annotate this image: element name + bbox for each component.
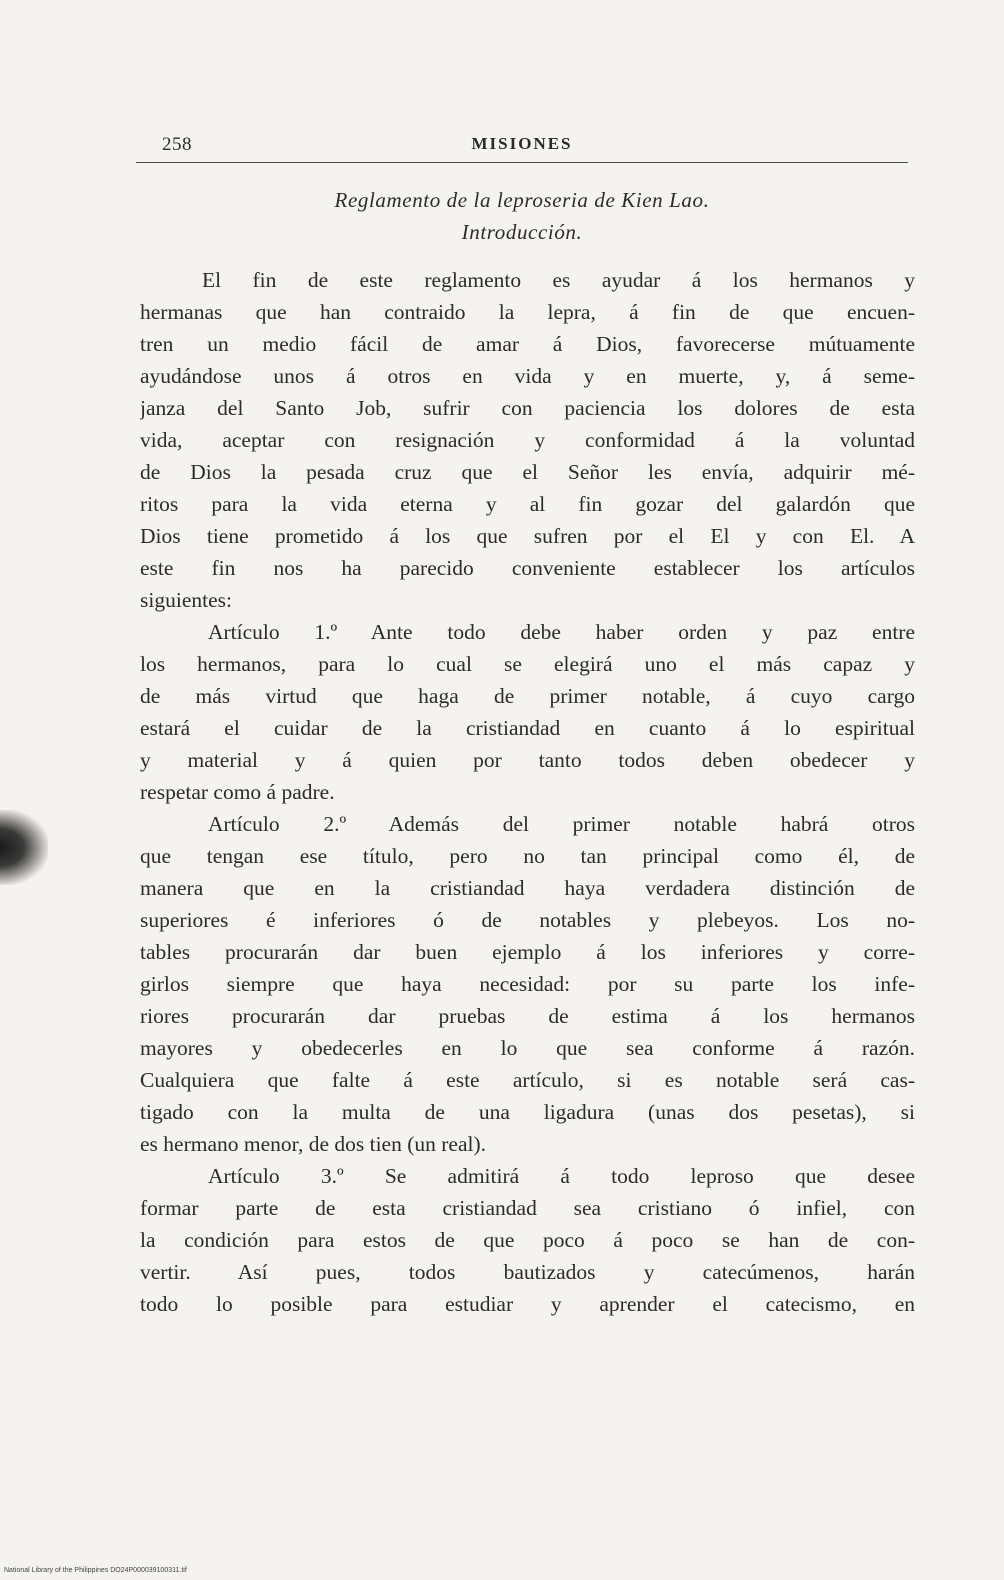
article-2-line: Cualquiera que falte á este artículo, si es notable será cas-	[140, 1068, 915, 1092]
article-3-line: Artículo 3.º Se admitirá á todo leproso que desee	[208, 1164, 915, 1188]
article-1-line: y material y á quien por tanto todos deben obedecer y	[140, 748, 915, 772]
article-1-line: estará el cuidar de la cristiandad en cuanto á lo espiritual	[140, 716, 915, 740]
article-2-line: es hermano menor, de dos tien (un real).	[140, 1132, 487, 1156]
article-3-line: formar parte de esta cristiandad sea cristiano ó infiel, con	[140, 1196, 915, 1220]
text-line: tren un medio fácil de amar á Dios, favorecerse mútuamente	[140, 332, 915, 356]
text-line: siguientes:	[140, 588, 232, 612]
section-title: Reglamento de la leproseria de Kien Lao.	[334, 188, 710, 212]
text-line: este fin nos ha parecido conveniente establecer los artículos	[140, 556, 915, 580]
page-header	[136, 128, 908, 163]
article-2-line: que tengan ese título, pero no tan principal como él, de	[140, 844, 915, 868]
section-subtitle: Introducción.	[461, 220, 583, 244]
body-text	[140, 264, 915, 1320]
article-3-line: todo lo posible para estudiar y aprender el catecismo, en	[140, 1292, 915, 1316]
article-2-line: Artículo 2.º Además del primer notable habrá otros	[208, 812, 915, 836]
text-line: de Dios la pesada cruz que el Señor les envía, adquirir mé-	[140, 460, 915, 484]
article-3-line: vertir. Así pues, todos bautizados y catecúmenos, harán	[140, 1260, 915, 1284]
text-line: janza del Santo Job, sufrir con paciencia los dolores de esta	[140, 396, 915, 420]
article-1-line: los hermanos, para lo cual se elegirá uno el más capaz y	[140, 652, 915, 676]
article-2-line: riores procurarán dar pruebas de estima á los hermanos	[140, 1004, 915, 1028]
text-line: El fin de este reglamento es ayudar á los hermanos y	[202, 268, 915, 292]
article-2-line: girlos siempre que haya necesidad: por su parte los infe-	[140, 972, 915, 996]
article-2-line: superiores é inferiores ó de notables y plebeyos. Los no-	[140, 908, 915, 932]
text-line: ritos para la vida eterna y al fin gozar del galardón que	[140, 492, 915, 516]
running-head: MISIONES	[471, 134, 573, 153]
text-line: vida, aceptar con resignación y conformidad á la voluntad	[140, 428, 915, 452]
article-2-line: tables procurarán dar buen ejemplo á los inferiores y corre-	[140, 940, 915, 964]
article-1-line: Artículo 1.º Ante todo debe haber orden y paz entre	[208, 620, 915, 644]
article-2-line: manera que en la cristiandad haya verdadera distinción de	[140, 876, 915, 900]
article-1-line: respetar como á padre.	[140, 780, 335, 804]
article-2-line: tigado con la multa de una ligadura (unas dos pesetas), si	[140, 1100, 915, 1124]
page-edge-shadow	[0, 810, 48, 885]
page-number: 258	[162, 134, 192, 155]
article-3-line: la condición para estos de que poco á poco se han de con-	[140, 1228, 915, 1252]
article-2-line: mayores y obedecerles en lo que sea conforme á razón.	[140, 1036, 915, 1060]
text-line: ayudándose unos á otros en vida y en muerte, y, á seme-	[140, 364, 915, 388]
article-1-line: de más virtud que haga de primer notable, á cuyo cargo	[140, 684, 915, 708]
text-line: Dios tiene prometido á los que sufren por el El y con El. A	[140, 524, 915, 548]
text-line: hermanas que han contraido la lepra, á fin de que encuen-	[140, 300, 915, 324]
scan-credit: National Library of the Philippines DO24P000039100311.tif	[4, 1567, 187, 1574]
